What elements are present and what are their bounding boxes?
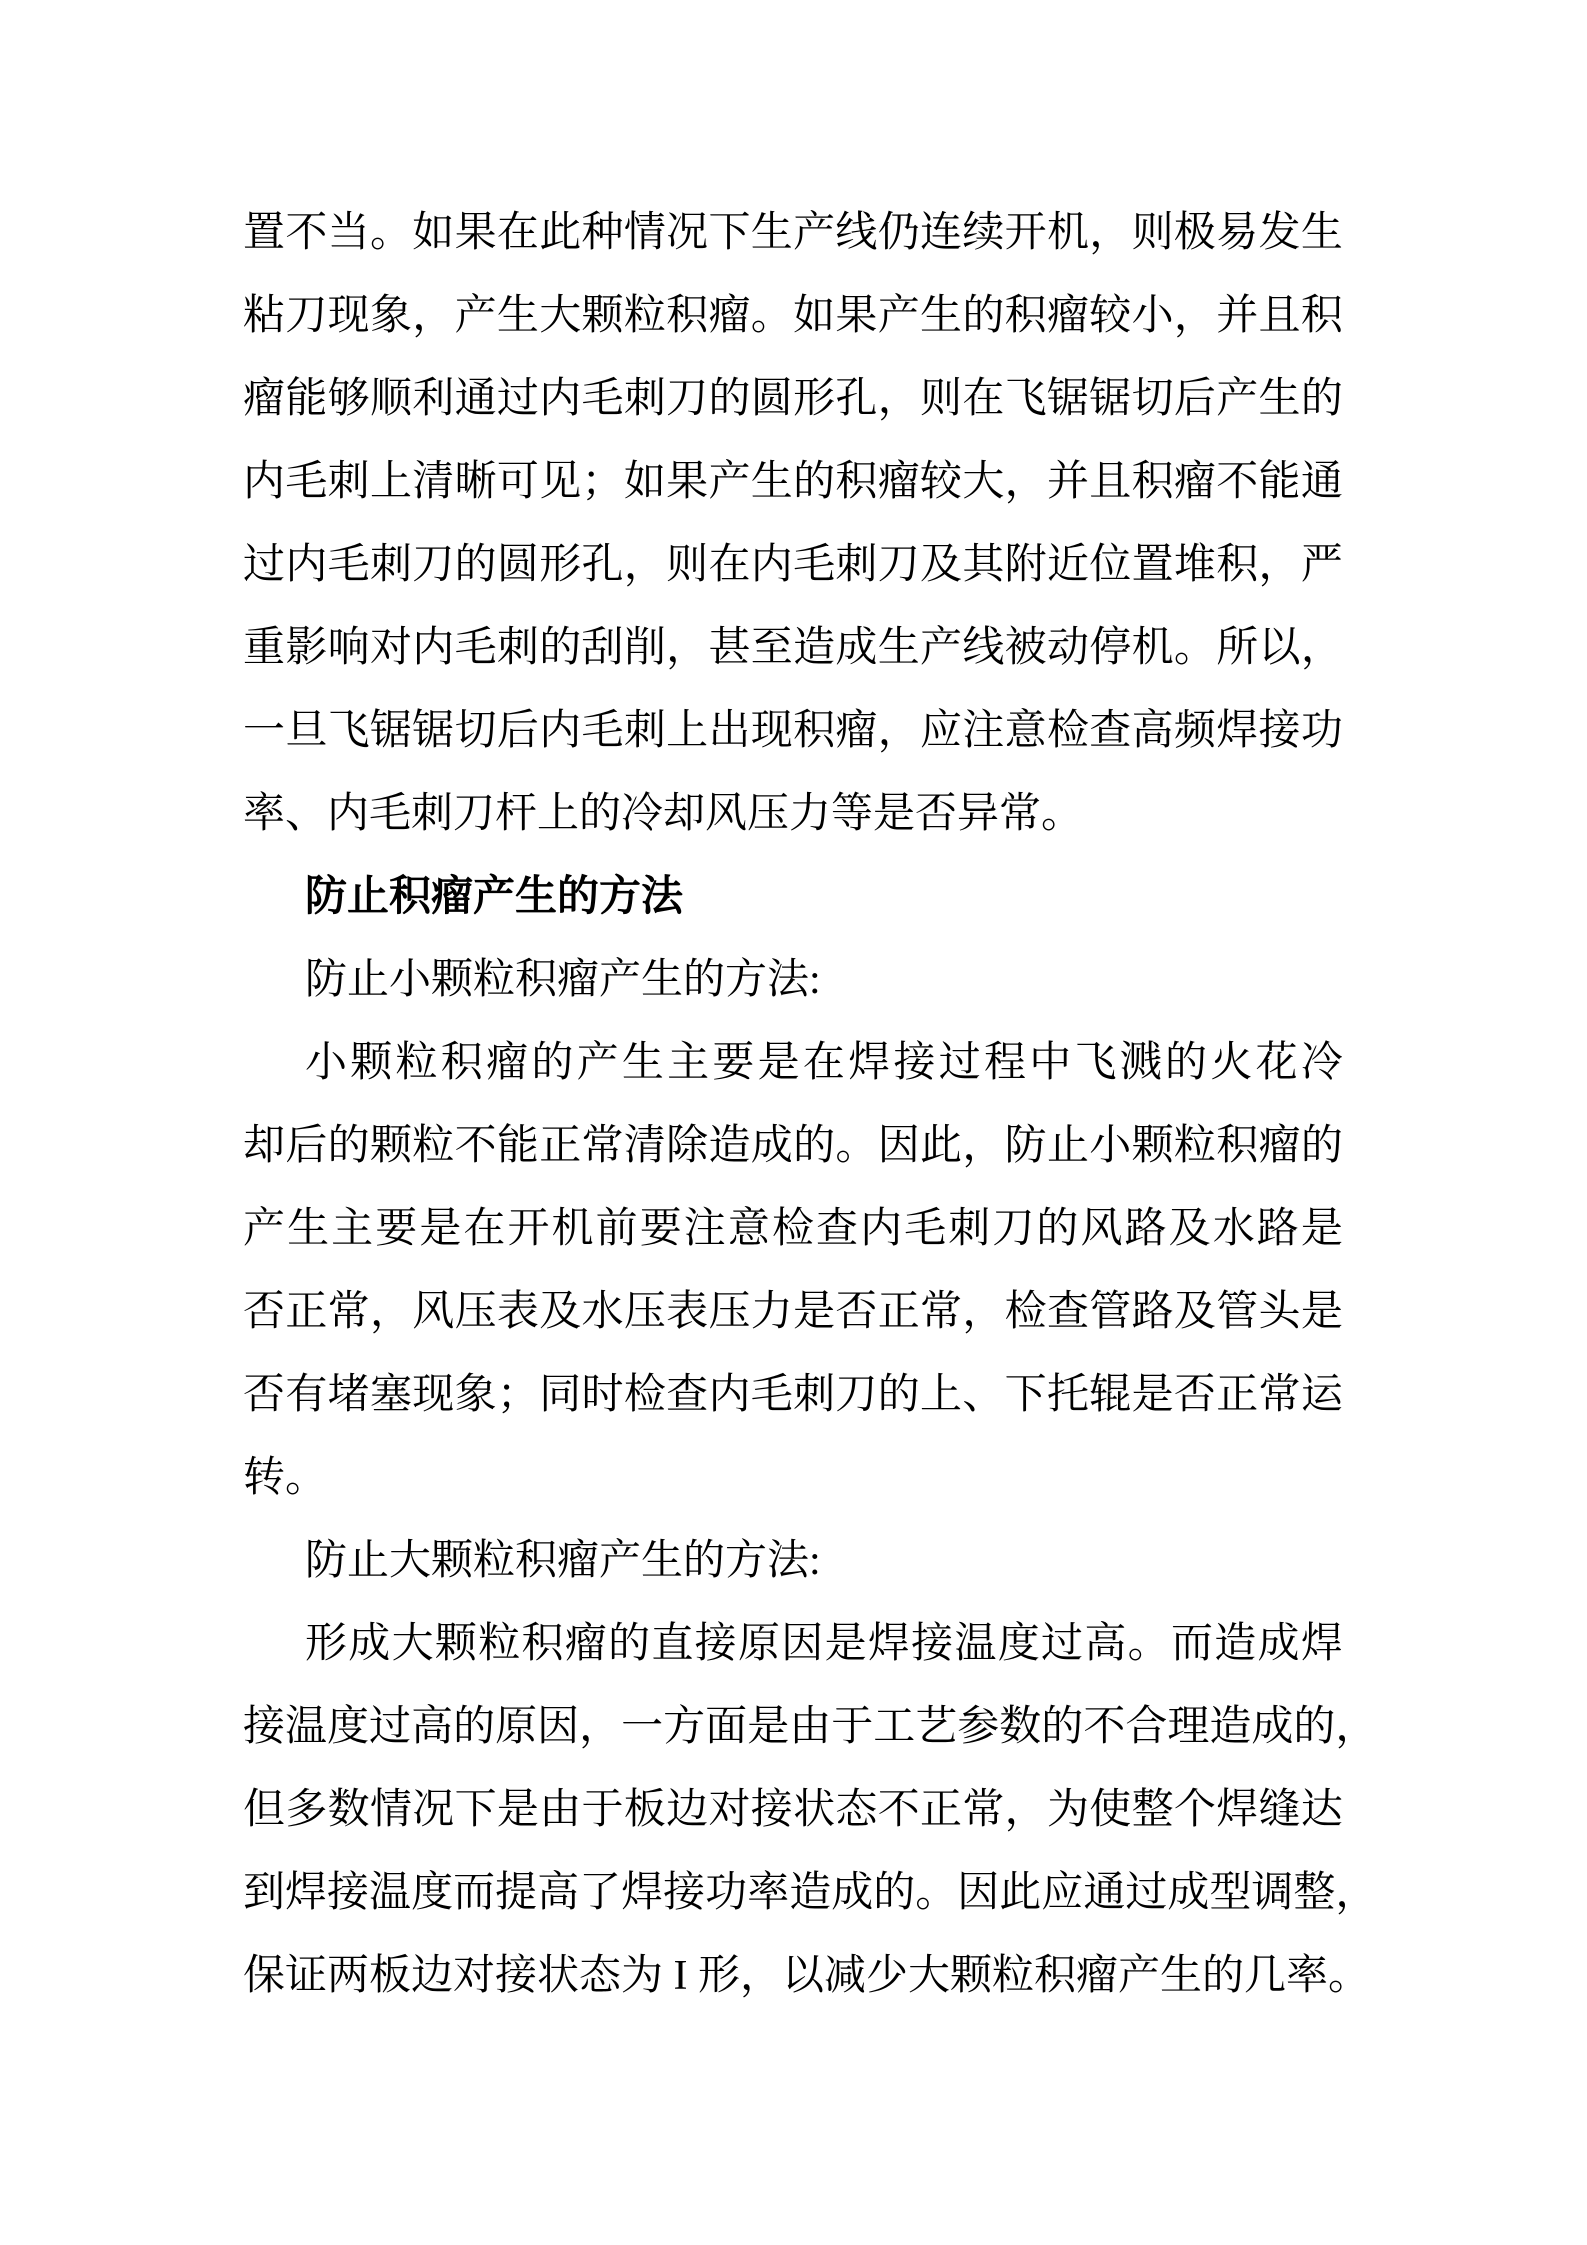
text-line: 过 内 毛 刺 刀 的 圆 形 孔 ， 则 在 内 毛 刺 刀 及 其 附 近 位 置 堆 积 ， 严 <box>243 542 1343 588</box>
text-line: 否 正 常 ， 风 压 表 及 水 压 表 压 力 是 否 正 常 ， 检 查 管 路 及 管 头 是 <box>243 1289 1343 1335</box>
text-line: 产 生 主 要 是 在 开 机 前 要 注 意 检 查 内 毛 刺 刀 的 风 路 及 水 路 是 <box>243 1206 1343 1252</box>
text-line: 接 温 度 过 高 的 原 因 ， 一 方 面 是 由 于 工 艺 参 数 的 不 合 理 造 成 的 ， <box>243 1704 1378 1750</box>
text-line: 小 颗 粒 积 瘤 的 产 生 主 要 是 在 焊 接 过 程 中 飞 溅 的 火 花 冷 <box>305 1040 1343 1086</box>
text-line: 一 旦 飞 锯 锯 切 后 内 毛 刺 上 出 现 积 瘤 ， 应 注 意 检 查 高 频 焊 接 功 <box>243 708 1343 754</box>
text-line: 置 不 当 。 如 果 在 此 种 情 况 下 生 产 线 仍 连 续 开 机 ， 则 极 易 发 生 <box>243 210 1343 256</box>
text-line: 保证两板边对接状态为 I 形，以减少大颗粒积瘤产生的几率。 <box>243 1953 1370 1999</box>
text-line: 内 毛 刺 上 清 晰 可 见 ； 如 果 产 生 的 积 瘤 较 大 ， 并 且 积 瘤 不 能 通 <box>243 459 1343 505</box>
text-block <box>243 192 1378 2018</box>
text-line: 防止积瘤产生的方法 <box>305 874 684 920</box>
text-line: 粘 刀 现 象 ， 产 生 大 颗 粒 积 瘤 。 如 果 产 生 的 积 瘤 较 小 ， 并 且 积 <box>243 293 1343 339</box>
text-line: 防止小颗粒积瘤产生的方法: <box>305 957 821 1003</box>
text-line: 重 影 响 对 内 毛 刺 的 刮 削 ， 甚 至 造 成 生 产 线 被 动 停 机 。 所 以 ， <box>243 625 1343 671</box>
text-line: 但 多 数 情 况 下 是 由 于 板 边 对 接 状 态 不 正 常 ， 为 使 整 个 焊 缝 达 <box>243 1787 1343 1833</box>
text-line: 防止大颗粒积瘤产生的方法: <box>305 1538 821 1584</box>
text-line: 转。 <box>243 1455 328 1501</box>
text-line: 到 焊 接 温 度 而 提 高 了 焊 接 功 率 造 成 的 。 因 此 应 通 过 成 型 调 整 ， <box>243 1870 1378 1916</box>
text-line: 否 有 堵 塞 现 象 ； 同 时 检 查 内 毛 刺 刀 的 上 、 下 托 辊 是 否 正 常 运 <box>243 1372 1343 1418</box>
text-line: 瘤 能 够 顺 利 通 过 内 毛 刺 刀 的 圆 形 孔 ， 则 在 飞 锯 锯 切 后 产 生 的 <box>243 376 1343 422</box>
text-line: 率、内毛刺刀杆上的冷却风压力等是否异常。 <box>243 791 1084 837</box>
text-line: 形 成 大 颗 粒 积 瘤 的 直 接 原 因 是 焊 接 温 度 过 高 。 而 造 成 焊 <box>305 1621 1343 1667</box>
text-line: 却 后 的 颗 粒 不 能 正 常 清 除 造 成 的 。 因 此 ， 防 止 小 颗 粒 积 瘤 的 <box>243 1123 1343 1169</box>
